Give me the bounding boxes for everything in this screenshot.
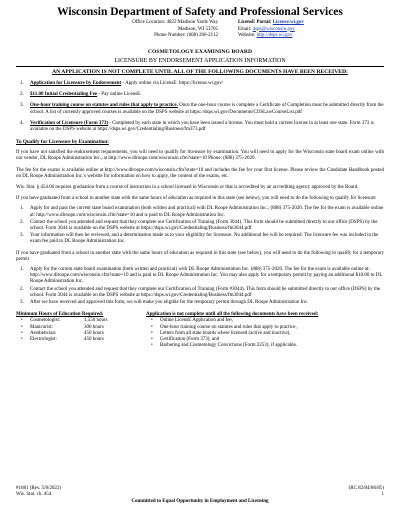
item-number: 3. xyxy=(20,233,24,239)
requirement-text: - Apply online via LicensE: https://license.wi.gov/ xyxy=(121,81,224,86)
chapter-ref: (RC 82/84/86/85) xyxy=(348,486,384,491)
profession: Aesthetician: xyxy=(30,330,57,336)
divider xyxy=(16,66,384,67)
contact-header xyxy=(16,19,384,47)
temporary-permit-steps xyxy=(16,267,384,306)
requirement-item xyxy=(16,103,384,115)
list-item: • Certification (Form 373), and xyxy=(146,337,384,343)
list-item: • Letters from all state boards where licensed (active and inactive), xyxy=(146,331,384,337)
hours: 300 hours xyxy=(84,324,104,330)
requirement-heading: $11.00 Initial Credentialing Fee xyxy=(30,92,98,98)
profession: Manicurist: xyxy=(30,324,54,330)
min-hours-heading: Minimum Hours of Education Required: xyxy=(16,312,104,318)
item-number: 1. xyxy=(20,267,24,273)
item-text: Apply for and pass the current state board examination (both written and practical) with DL Roope Administration Inc.; (888) 375-2020. The fee for the exam is available online at: http://www.dlroope.com/wisconsin.cfm?state=10 and is paid to DL Roope Administration Inc. xyxy=(30,206,384,218)
paragraph-fee: The fee for the exams is available online at http://www.dlroope.com/wisconsin.cfm?state=10 and includes the fee for your first license. Please review the Candidate Handbook posted on DL Roope Administration Inc.'s website for information on how to apply, the content of the exams, etc. xyxy=(16,167,384,179)
office-contact xyxy=(68,20,218,40)
list-item xyxy=(16,206,384,218)
paragraph-exam: If you have not satisfied the endorsement requirements, you will need to qualify for licensure by examination. You will need to apply for the Wisconsin state board exam online with our vendor, DL Roope Administration Inc., at http://www.dlroope.com/wisconsin.cfm?state=10 Phone: (888) 375-2020. xyxy=(16,150,384,162)
list-item xyxy=(16,300,384,306)
footer-left xyxy=(16,486,61,498)
hours: 1,550 hours xyxy=(84,318,108,324)
list-item: • Online LicensE Application and fee, xyxy=(146,318,384,324)
item-number: 2. xyxy=(20,219,24,225)
license-portal-link[interactable]: License.wi.gov xyxy=(272,20,304,25)
item-number: 2. xyxy=(20,92,24,98)
app-complete-heading: Application is not complete until all the following documents have been received: xyxy=(146,312,319,318)
licensure-steps xyxy=(16,206,384,245)
completion-warning: AN APPLICATION IS NOT COMPLETE UNTIL ALL OF THE FOLLOWING DOCUMENTS HAVE BEEN RECEIVED: xyxy=(52,69,348,75)
profession: Cosmetologist: xyxy=(30,318,61,324)
summary-columns xyxy=(16,312,384,349)
paragraph-licensure: If you have graduated from a school in another state with the same hours of education as required in this state (see below), you will need to do the following to qualify for licensure xyxy=(16,196,376,202)
requirement-item xyxy=(16,92,384,98)
page-number: 1 xyxy=(381,492,384,498)
item-text: Apply for the current state board examination (both written and practical) with DL Roope Administration Inc. (888) 375-2020. The fee for the exam is available online at: http://www.dlroope.com/wisconsin.cfm?state=10 and is paid to DL Roope Administration Inc. You may also apply for a temporary permit by paying an additional $10.00 to DL Roope Administration Inc. xyxy=(30,267,383,285)
paragraph-temporary: If you have graduated from a school in another state with the same hours of education as required in this state (see below), you will need to do the following to qualify for a temporary permit xyxy=(16,250,384,262)
item-number: 1. xyxy=(20,81,24,86)
phone-number: (608) 266-2112 xyxy=(186,33,218,38)
item-number: 4. xyxy=(20,120,24,126)
list-item: • One-hour training course on statutes and rules that apply to practice, xyxy=(146,325,384,331)
requirement-heading: Application for Licensure by Endorsement xyxy=(30,81,122,86)
app-complete-list xyxy=(146,318,384,349)
list-item: • Barbering and Cosmetology Convictions (Form 2253), if applicable. xyxy=(146,343,384,349)
profession: Electrologist: xyxy=(30,337,57,343)
requirement-text: Once the one-hour course is complete a Certificate of Completion must be submitted directly from the school. A list of currently approved courses is available on the DSPS website at https://dsps.wi.gov/Documents/COSLawCourseList.pdf xyxy=(30,103,384,115)
board-name: COSMETOLOGY EXAMINING BOARD xyxy=(147,49,253,55)
list-item xyxy=(16,220,384,232)
list-item xyxy=(16,233,384,245)
website-link[interactable]: http://dsps.wi.gov xyxy=(256,33,293,38)
requirement-heading: One-hour training course on statutes and rules that apply to practice. xyxy=(30,103,178,109)
item-number: 2. xyxy=(20,286,24,292)
city-state: Madison, WI 53705 xyxy=(177,26,218,32)
min-hours-list xyxy=(16,318,146,343)
item-text: Your information will then be reviewed, and a determination made as to your eligibility for licensure. No additional fee will be required. The licensure fee was included in the exam fee paid to DL Roope Administration Inc. xyxy=(30,233,379,245)
list-item xyxy=(16,267,384,286)
office-location-label: Office Location: xyxy=(132,20,166,25)
phone-label: Phone Number: xyxy=(154,33,186,38)
item-text: After we have received and approved this form, we will make you eligible for the temporary permit through DL Roope Administration Inc. xyxy=(30,300,309,306)
requirement-item xyxy=(16,121,384,133)
item-number: 3. xyxy=(20,300,24,306)
requirement-heading: Verification of Licensure (Form 373) xyxy=(30,120,109,126)
min-hours-column xyxy=(16,312,146,349)
online-contact xyxy=(238,20,304,40)
requirement-item xyxy=(16,81,384,87)
website-label: Website: xyxy=(238,33,256,38)
item-text: Contact the school you attended and request that they complete our Certification of Training (Form #3044). This form should be submitted directly to our office (DSPS) by the school. Form 3044 is available on the DSPS website at https://dsps.wi.gov/Credentialing/Business/fm3044.pdf xyxy=(30,286,381,298)
item-number: 1. xyxy=(20,206,24,212)
email-link[interactable]: dsps@wisconsin.gov xyxy=(252,26,295,32)
license-portal-label: LicensE Portal: xyxy=(238,20,272,25)
hours: 450 hours xyxy=(84,337,104,343)
list-item xyxy=(16,287,384,299)
form-title: LICENSURE BY ENDORSEMENT APPLICATION INFORMATION xyxy=(114,58,286,64)
hours: 450 hours xyxy=(84,330,104,336)
requirement-text: - Pay online LicensE. xyxy=(97,92,142,98)
requirements-list xyxy=(16,81,384,133)
requirement-text: - Completed by each state in which you have been issued a license. You must hold a current license in at least one state. Form 373 is available on the DSPS website at https://dsps.wi.gov/Credentialing/Business/fm373.pdf xyxy=(30,120,374,133)
app-complete-column xyxy=(146,312,384,349)
email-label: Email: xyxy=(238,26,252,32)
form-number: #1681 (Rev. 5/8/2022) xyxy=(16,486,62,491)
paragraph-statute: Wis. Stat. § 454.06 requires graduation from a course of instruction in a school licensed in Wisconsin or that is accredited by an accrediting agency approved by the Board. xyxy=(16,185,359,191)
qualify-heading: To Qualify for Licensure by Examination: xyxy=(16,139,109,146)
footer-slogan: Committed to Equal Opportunity in Employment and Licensing xyxy=(131,499,269,504)
footer-right xyxy=(349,486,384,498)
office-location: 4822 Madison Yards Way xyxy=(166,20,218,25)
agency-title: Wisconsin Department of Safety and Professional Services xyxy=(57,6,343,18)
item-number: 3. xyxy=(20,103,24,109)
statute-ref: Wis. Stat. ch. 454 xyxy=(16,492,52,498)
list-item xyxy=(16,337,146,343)
item-text: Contact the school you attended and request that they complete our Certification of Training (Form 3044). This form should be submitted directly to our office (DSPS) by the school. Form 3044 is available on the DSPS website at https://dsps.wi.gov/Credentialing/Business/fm3044.pdf xyxy=(30,219,378,232)
